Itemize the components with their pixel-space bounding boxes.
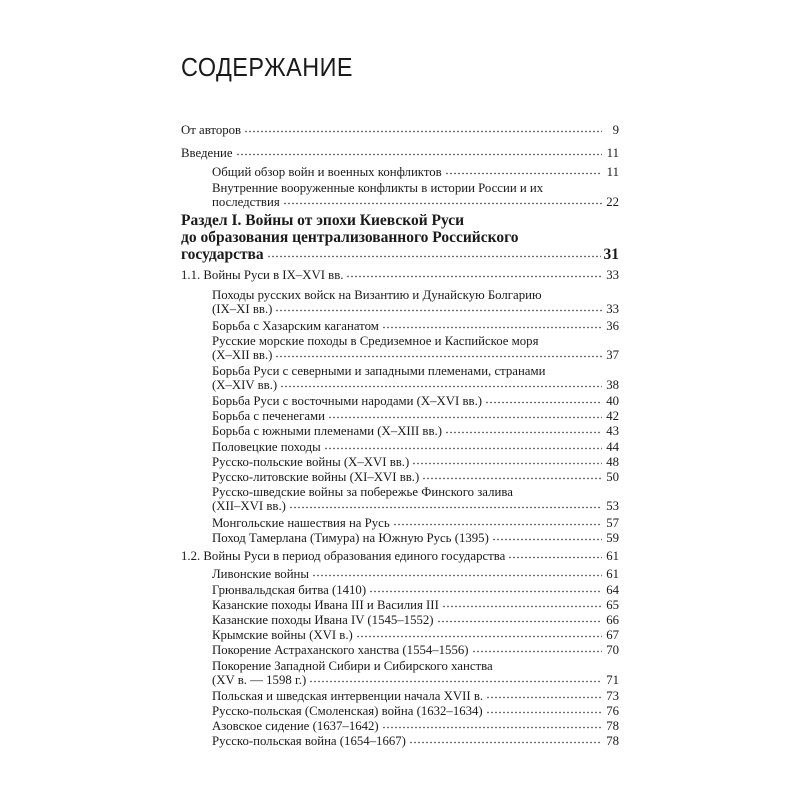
toc-entry-text: Русско-литовские войны (XI–XVI вв.) [212,470,420,484]
toc-entry [212,319,619,333]
dot-leader [486,711,602,714]
dot-leader [283,202,602,205]
toc-entry-text: Грюнвальдская битва (1410) [212,583,367,597]
toc-entry-text: Походы русских войск на Византию и Дунайскую Болгарию [212,288,542,302]
dot-leader [312,574,602,577]
page-number: 43 [606,424,619,438]
page-number: 31 [603,246,619,263]
page-number: 66 [606,613,619,627]
toc-entry-text: Монгольские нашествия на Русь [212,516,390,530]
toc-entry-text: (IX–XI вв.) [212,302,273,316]
dot-leader [393,523,602,526]
toc-entry [212,455,619,469]
page-number: 11 [606,165,619,179]
toc-entry-text: последствия [212,195,280,209]
dot-leader [409,741,602,744]
page-number: 50 [606,470,619,484]
dot-leader [369,590,602,593]
toc-entry-text: Русско-польская (Смоленская) война (1632–1634) [212,704,483,718]
toc-entry [212,470,619,484]
dot-leader [472,650,602,653]
page-number: 38 [606,378,619,392]
page-number: 57 [606,516,619,530]
page-number: 61 [606,549,619,563]
page-number: 42 [606,409,619,423]
toc-entry-text: (X–XIV вв.) [212,378,278,392]
dot-leader [267,255,601,258]
toc-entry [212,659,619,687]
dot-leader [275,309,602,312]
toc-entry [212,440,619,454]
toc-entry-text: Русско-польская война (1654–1667) [212,734,406,748]
dot-leader [382,326,602,329]
toc-entry [212,485,619,513]
toc-entry-text: Азовское сидение (1637–1642) [212,719,379,733]
dot-leader [236,153,602,156]
toc-entry [181,549,619,563]
dot-leader [445,431,602,434]
toc-entry-text: (XV в. — 1598 г.) [212,673,307,687]
toc-entry-text: Крымские войны (XVI в.) [212,628,353,642]
page-title: СОДЕРЖАНИЕ [181,52,353,82]
dot-leader [382,726,602,729]
page-number: 33 [606,268,619,282]
toc-entry [181,268,619,282]
page-number: 37 [606,348,619,362]
toc-entry-text: Половецкие походы [212,440,321,454]
toc-entry [212,704,619,718]
toc-entry [212,689,619,703]
toc-entry-text: Борьба Руси с восточными народами (X–XVI вв.) [212,394,483,408]
toc-entry-text: Внутренние вооруженные конфликты в истории России и их [212,181,544,195]
dot-leader [412,462,602,465]
toc-entry-text: (X–XII вв.) [212,348,273,362]
toc-entry-text: Покорение Астраханского ханства (1554–1556) [212,643,469,657]
toc-entry-text: Борьба Руси с северными и западными племенами, странами [212,364,546,378]
toc-entry-text: Борьба с южными племенами (X–XIII вв.) [212,424,442,438]
toc-entry-text: От авторов [181,123,242,137]
toc-entry [212,643,619,657]
toc-entry-text: Общий обзор войн и военных конфликтов [212,165,442,179]
toc-entry [212,165,619,179]
page-number: 40 [606,394,619,408]
dot-leader [289,506,602,509]
page-number: 44 [606,440,619,454]
page-number: 59 [606,531,619,545]
page-number: 64 [606,583,619,597]
dot-leader [244,130,602,133]
toc-entry [181,146,619,160]
toc-entry-text: Покорение Западной Сибири и Сибирского ханства [212,659,493,673]
dot-leader [445,172,602,175]
toc-entry-text: Русские морские походы в Средиземное и Каспийское моря [212,334,539,348]
dot-leader [356,635,602,638]
page-number: 53 [606,499,619,513]
toc-entry-text: Введение [181,146,233,160]
toc-entry [181,123,619,137]
dot-leader [508,556,602,559]
dot-leader [275,355,602,358]
toc-entry [212,628,619,642]
dot-leader [486,696,602,699]
toc-entry [212,598,619,612]
toc-entry-text: Русско-польские войны (X–XVI вв.) [212,455,410,469]
toc-entry-text: до образования централизованного Российского [181,229,519,246]
toc-entry-text: 1.2. Войны Руси в период образования единого государства [181,549,506,563]
toc-entry [212,734,619,748]
dot-leader [328,416,602,419]
toc-entry [212,409,619,423]
toc-entry-text: Поход Тамерлана (Тимура) на Южную Русь (1395) [212,531,489,545]
dot-leader [422,477,602,480]
toc-entry [212,516,619,530]
toc-entry [212,583,619,597]
page-number: 70 [606,643,619,657]
dot-leader [492,538,602,541]
toc-entry [212,567,619,581]
toc-section-heading [181,212,619,263]
dot-leader [485,401,602,404]
toc-entry-text: Казанские походы Ивана IV (1545–1552) [212,613,434,627]
toc-entry [212,364,619,392]
page-number: 48 [606,455,619,469]
page-number: 78 [606,734,619,748]
page-number: 76 [606,704,619,718]
toc-entry-text: Русско-шведские войны за побережье Финского залива [212,485,513,499]
toc-entry [212,288,619,316]
page-number: 73 [606,689,619,703]
page-number: 67 [606,628,619,642]
toc-entry-text: Польская и шведская интервенции начала XVII в. [212,689,484,703]
toc-entry-text: 1.1. Войны Руси в IX–XVI вв. [181,268,344,282]
page-number: 61 [606,567,619,581]
toc-entry-text: Борьба с Хазарским каганатом [212,319,379,333]
toc-entry-text: (XII–XVI вв.) [212,499,286,513]
toc-entry-text: Раздел I. Войны от эпохи Киевской Руси [181,212,465,229]
dot-leader [309,680,602,683]
toc-entry [212,613,619,627]
toc-entry-text: Ливонские войны [212,567,310,581]
dot-leader [346,275,602,278]
toc-entry [212,181,619,209]
page-number: 65 [606,598,619,612]
toc-entry-text: государства [181,246,264,263]
toc-entry [212,531,619,545]
page-number: 78 [606,719,619,733]
toc-entry [212,394,619,408]
toc-entry-text: Казанские походы Ивана III и Василия III [212,598,439,612]
dot-leader [437,620,602,623]
dot-leader [280,385,602,388]
page-number: 11 [606,146,619,160]
toc-entry [212,334,619,362]
toc-entry [212,424,619,438]
toc-entry [212,719,619,733]
dot-leader [324,447,602,450]
page-number: 36 [606,319,619,333]
page-number: 22 [606,195,619,209]
toc-entry-text: Борьба с печенегами [212,409,325,423]
page-number: 71 [606,673,619,687]
page-number: 9 [612,123,619,137]
page-number: 33 [606,302,619,316]
dot-leader [442,605,602,608]
